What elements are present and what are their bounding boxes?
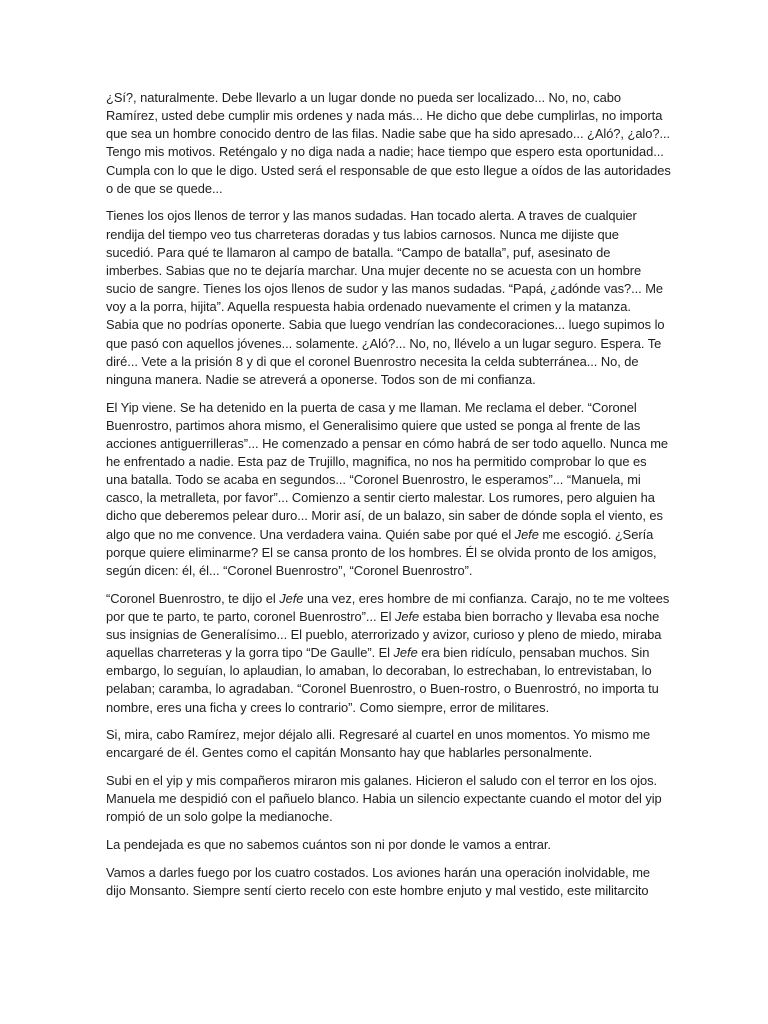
text-line: que sea un hombre conocido dentro de las filas. Nadie sabe que ha sido apresado... ¿Aló?, ¿alo?... [106,126,671,142]
text-line: dicho que deberemos pelear duro... Morir así, de un balazo, sin saber de dónde sopla el viento, es [106,508,663,524]
text-line: “Coronel Buenrostro, te dijo el Jefe una vez, eres hombre de mi confianza. Carajo, no te me voltees [106,590,670,606]
paragraph [106,726,708,762]
text-line: casco, la metralleta, por favor”... Comienzo a sentir cierto malestar. Los rumores, pero alguien ha [106,490,655,506]
text-line: Si, mira, cabo Ramírez, mejor déjalo alli. Regresaré al cuartel en unos momentos. Yo mismo me [106,727,651,743]
text-line: que pasó con aquellos jóvenes... solamente. ¿Aló?... No, no, llévelo a un lugar seguro. Espera. Te [106,335,662,351]
text-line: encargaré de él. Gentes como el capitán Monsanto hay que hablarles personalmente. [106,745,593,761]
document-body [106,89,708,900]
text-line: acciones antiguerrilleras”... He comenzado a pensar en cómo habrá de ser todo aquello. Nunca me [106,435,669,451]
text-line: he enfrentado a nadie. Esta paz de Trujillo, magnifica, no nos ha permitido comprobar lo que es [106,453,647,469]
italic-word: Jefe [514,526,539,542]
text-line: diré... Vete a la prisión 8 y di que el coronel Buenrostro necesita la celda subterránea... No, de [106,353,639,369]
text-line: rendija del tiempo veo tus charreteras doradas y tus labios carnosos. Nunca me dijiste que [106,226,619,242]
text-line: una batalla. Todo se acaba en segundos... “Coronel Buenrostro, le esperamos”... “Manuela, mi [106,472,641,488]
text-line: sucio de sangre. Tienes los ojos llenos de sudor y las manos sudadas. “Papá, ¿adónde vas?... Me [106,281,664,297]
paragraph [106,836,708,854]
italic-word: Jefe [393,645,418,661]
paragraph [106,207,708,389]
text-line: La pendejada es que no sabemos cuántos son ni por donde le vamos a entrar. [106,836,551,852]
text-line: nombre, eres una ficha y crees lo contrario”. Como siempre, error de militares. [106,699,550,715]
paragraph [106,772,708,826]
paragraph [106,89,708,198]
text-line: Ramírez, usted debe cumplir mis ordenes y nada más... He dicho que debe cumplirlas, no importa [106,108,663,124]
text-line: pelaban; caramba, lo agradaban. “Coronel Buenrostro, o Buen-rostro, o Buenrostró, no importa tu [106,681,659,697]
text-line: imberbes. Sabias que no te dejaría marchar. Una mujer decente no se acuesta con un hombre [106,262,642,278]
italic-word: Jefe [279,590,304,606]
text-line: Cumpla con lo que le digo. Usted será el responsable de que esto llegue a oídos de las autoridades [106,162,671,178]
text-line: Vamos a darles fuego por los cuatro costados. Los aviones harán una operación inolvidable, me [106,864,651,880]
text-line: algo que no me convence. Una verdadera vaina. Quién sabe por qué el Jefe me escogió. ¿Sería [106,526,654,542]
text-line: ninguna manera. Nadie se atreverá a oponerse. Todos son de mi confianza. [106,371,536,387]
text-line: según dicen: él, él... “Coronel Buenrostro”, “Coronel Buenrostro”. [106,562,473,578]
paragraph [106,864,708,900]
text-line: Buenrostro, partimos ahora mismo, el Generalisimo quiere que usted se ponga al frente de las [106,417,641,433]
text-line: Tienes los ojos llenos de terror y las manos sudadas. Han tocado alerta. A traves de cualquier [106,208,637,224]
text-line: Manuela me despidió con el pañuelo blanco. Habia un silencio expectante cuando el motor del yip [106,791,662,807]
text-line: voy a la porra, hijita”. Aquella respuesta habia ordenado nuevamente el crimen y la matanza. [106,299,631,315]
text-line: sucedió. Para qué te llamaron al campo de batalla. “Campo de batalla”, puf, asesinato de [106,244,611,260]
text-line: Subi en el yip y mis compañeros miraron mis galanes. Hicieron el saludo con el terror en los ojos. [106,772,658,788]
text-line: porque quiere eliminarme? El se cansa pronto de los hombres. Él se olvida pronto de los amigos, [106,544,657,560]
text-line: dijo Monsanto. Siempre sentí cierto recelo con este hombre enjuto y mal vestido, este militarcito [106,882,649,898]
text-line: ¿Sí?, naturalmente. Debe llevarlo a un lugar donde no pueda ser localizado... No, no, cabo [106,90,622,105]
text-line: embargo, lo seguían, lo aplaudian, lo amaban, lo decoraban, lo estrechaban, lo entrevistaban, lo [106,663,652,679]
text-line: sus insignias de Generalísimo... El pueblo, aterrorizado y avizor, curioso y pleno de miedo, miraba [106,626,662,642]
text-line: o de que se quede... [106,180,223,196]
text-line: aquellas charreteras y la gorra tipo “De Gaulle”. El Jefe era bien ridículo, pensaban muchos. Sin [106,645,650,661]
text-line: rompió de un solo golpe la medianoche. [106,809,333,825]
paragraph [106,399,708,581]
text-line: Sabia que no podrías oponerte. Sabia que luego vendrían las condecoraciones... luego supimos lo [106,317,665,333]
text-line: El Yip viene. Se ha detenido en la puerta de casa y me llaman. Me reclama el deber. “Coronel [106,399,637,415]
text-line: por que te parto, te parto, coronel Buenrostro”... El Jefe estaba bien borracho y llevaba esa noche [106,608,660,624]
text-line: Tengo mis motivos. Reténgalo y no diga nada a nadie; hace tiempo que espero esta oportunidad... [106,144,664,160]
italic-word: Jefe [394,608,420,624]
paragraph [106,590,708,717]
